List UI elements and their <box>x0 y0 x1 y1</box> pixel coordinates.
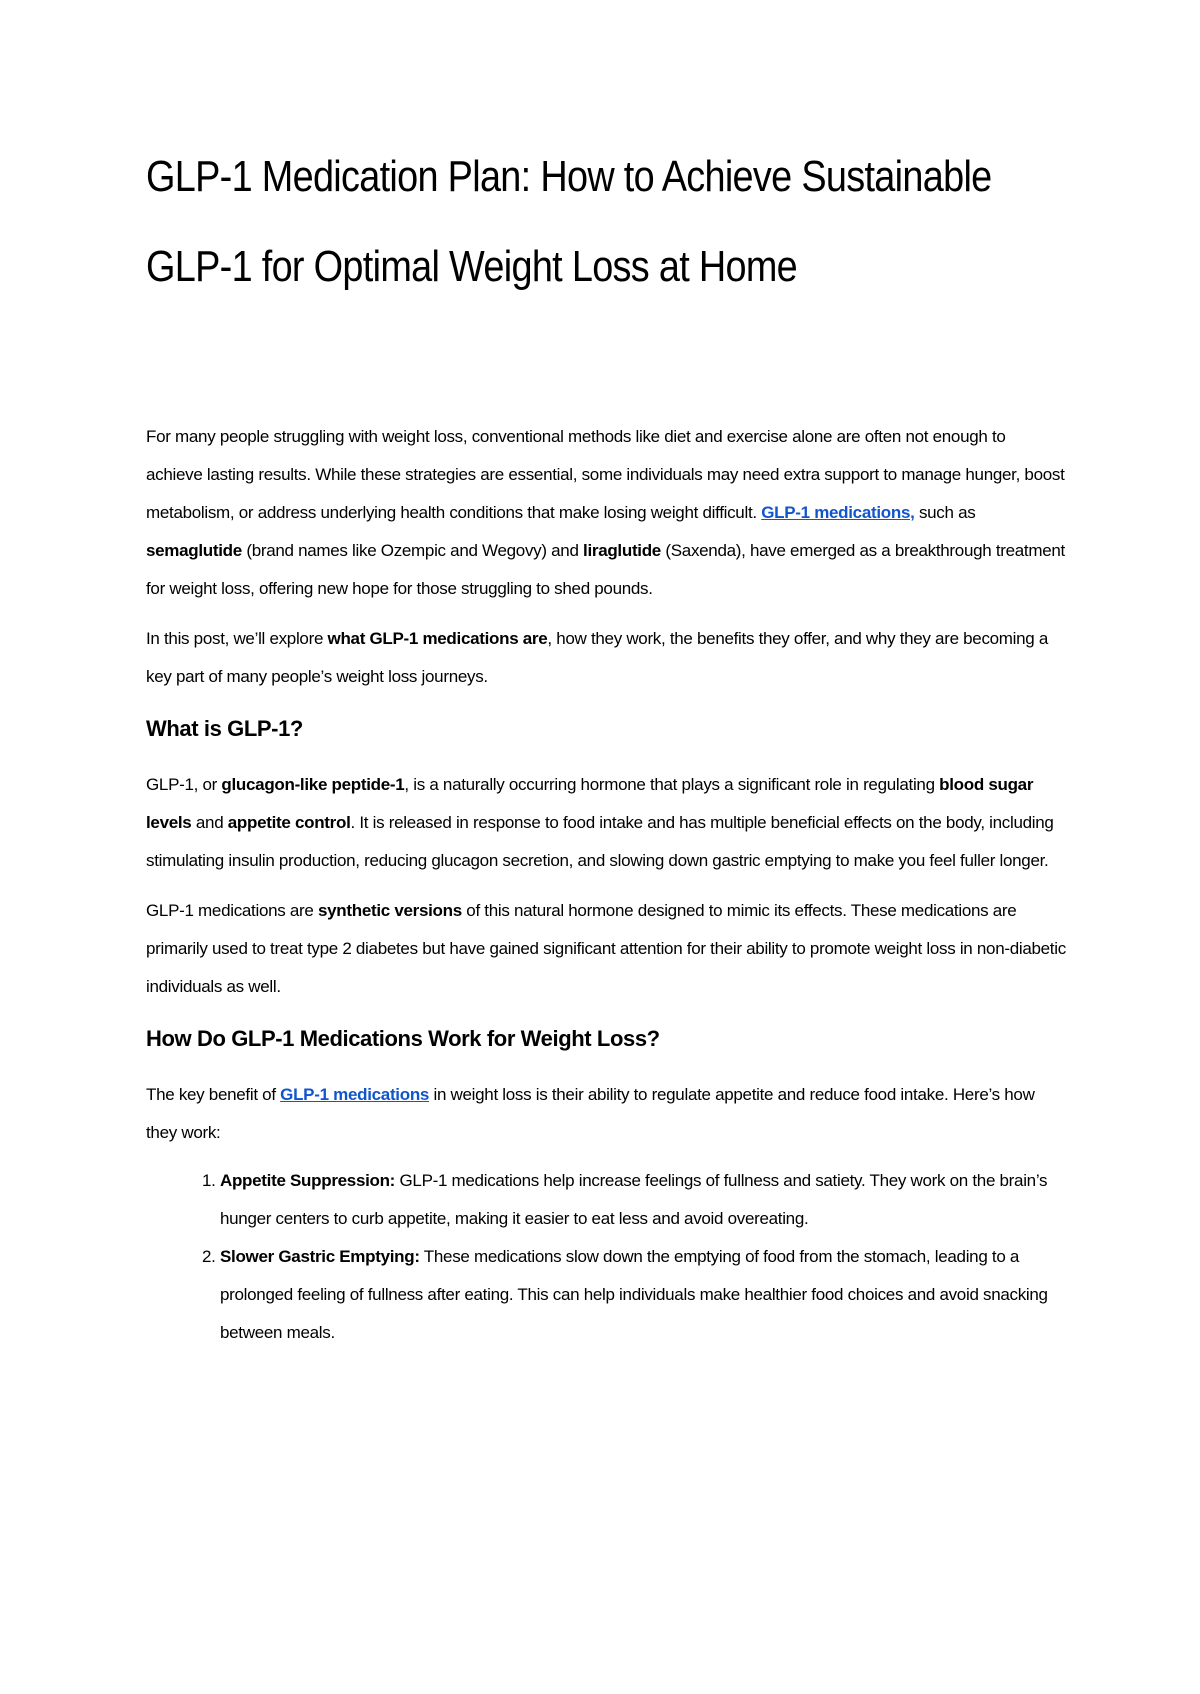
list-item-text: GLP-1 medications help increase feelings of fullness and satiety. They work on the brain’s hunger centers to curb appetite, making it easier to eat less and avoid overeating. <box>220 1171 1048 1228</box>
intro-text: For many people struggling with weight loss, conventional methods like diet and exercise alone are often not enough to achieve lasting results. While these strategies are essential, some individuals may need extra support to manage hunger, boost metabolism, or address underlying health conditions that make losing weight difficult. <box>146 427 1065 522</box>
list-item <box>220 1238 1066 1352</box>
body-text: GLP-1 medications are <box>146 901 318 920</box>
intro-paragraph-1 <box>146 418 1066 608</box>
emphasis-text: blood sugar levels <box>146 775 1034 832</box>
glp1-medications-link[interactable]: GLP-1 medications <box>280 1085 430 1104</box>
semaglutide-term: semaglutide <box>146 541 242 560</box>
intro-paragraph-2 <box>146 620 1066 696</box>
intro-text: In this post, we’ll explore <box>146 629 328 648</box>
intro-text: (brand names like Ozempic and Wegovy) and <box>241 541 584 560</box>
section1-paragraph-2 <box>146 892 1066 1006</box>
list-item <box>220 1162 1066 1238</box>
title-block <box>146 132 1066 402</box>
section-heading-how-glp1-works: How Do GLP-1 Medications Work for Weight Loss? <box>146 1026 660 1051</box>
list-item-text: These medications slow down the emptying of food from the stomach, leading to a prolonged feeling of fullness after eating. This can help individuals make healthier food choices and avoid snacking between meals. <box>220 1247 1048 1342</box>
page-title: GLP-1 Medication Plan: How to Achieve Sustainable GLP-1 for Optimal Weight Loss at Home <box>146 152 992 291</box>
emphasis-text: appetite control <box>227 813 351 832</box>
body-text: GLP-1, or <box>146 775 222 794</box>
body-text: in weight loss is their ability to regulate appetite and reduce food intake. Here’s how they work: <box>146 1085 1035 1142</box>
body-text: The key benefit of <box>146 1085 281 1104</box>
intro-text: , how they work, the benefits they offer, and why they are becoming a key part of many people’s weight loss journeys. <box>146 629 1049 686</box>
section-heading-what-is-glp1: What is GLP-1? <box>146 716 303 741</box>
list-item-title: Appetite Suppression: <box>220 1171 396 1190</box>
emphasis-text: glucagon-like peptide-1 <box>221 775 405 794</box>
glp1-medications-link[interactable]: GLP-1 medications, <box>761 503 915 522</box>
body-text: . It is released in response to food intake and has multiple beneficial effects on the body, including stimulating insulin production, reducing glucagon secretion, and slowing down gastric emptying to make you feel fuller longer. <box>146 813 1054 870</box>
emphasis-text: synthetic versions <box>317 901 462 920</box>
intro-text: (Saxenda), have emerged as a breakthrough treatment for weight loss, offering new hope for those struggling to shed pounds. <box>146 541 1065 598</box>
section1-paragraph-1 <box>146 766 1066 880</box>
intro-text: such as <box>914 503 976 522</box>
liraglutide-term: liraglutide <box>583 541 661 560</box>
body-text: , is a naturally occurring hormone that plays a significant role in regulating <box>404 775 940 794</box>
section2-paragraph-1 <box>146 1076 1066 1152</box>
list-item-title: Slower Gastric Emptying: <box>220 1247 420 1266</box>
body-text: and <box>191 813 228 832</box>
emphasis-text: what GLP-1 medications are <box>327 629 548 648</box>
body-text: of this natural hormone designed to mimic its effects. These medications are primarily used to treat type 2 diabetes but have gained significant attention for their ability to promote weight loss in non-diabetic individuals as well. <box>146 901 1066 996</box>
how-it-works-list <box>146 1162 1066 1352</box>
document-page <box>146 150 1066 1352</box>
